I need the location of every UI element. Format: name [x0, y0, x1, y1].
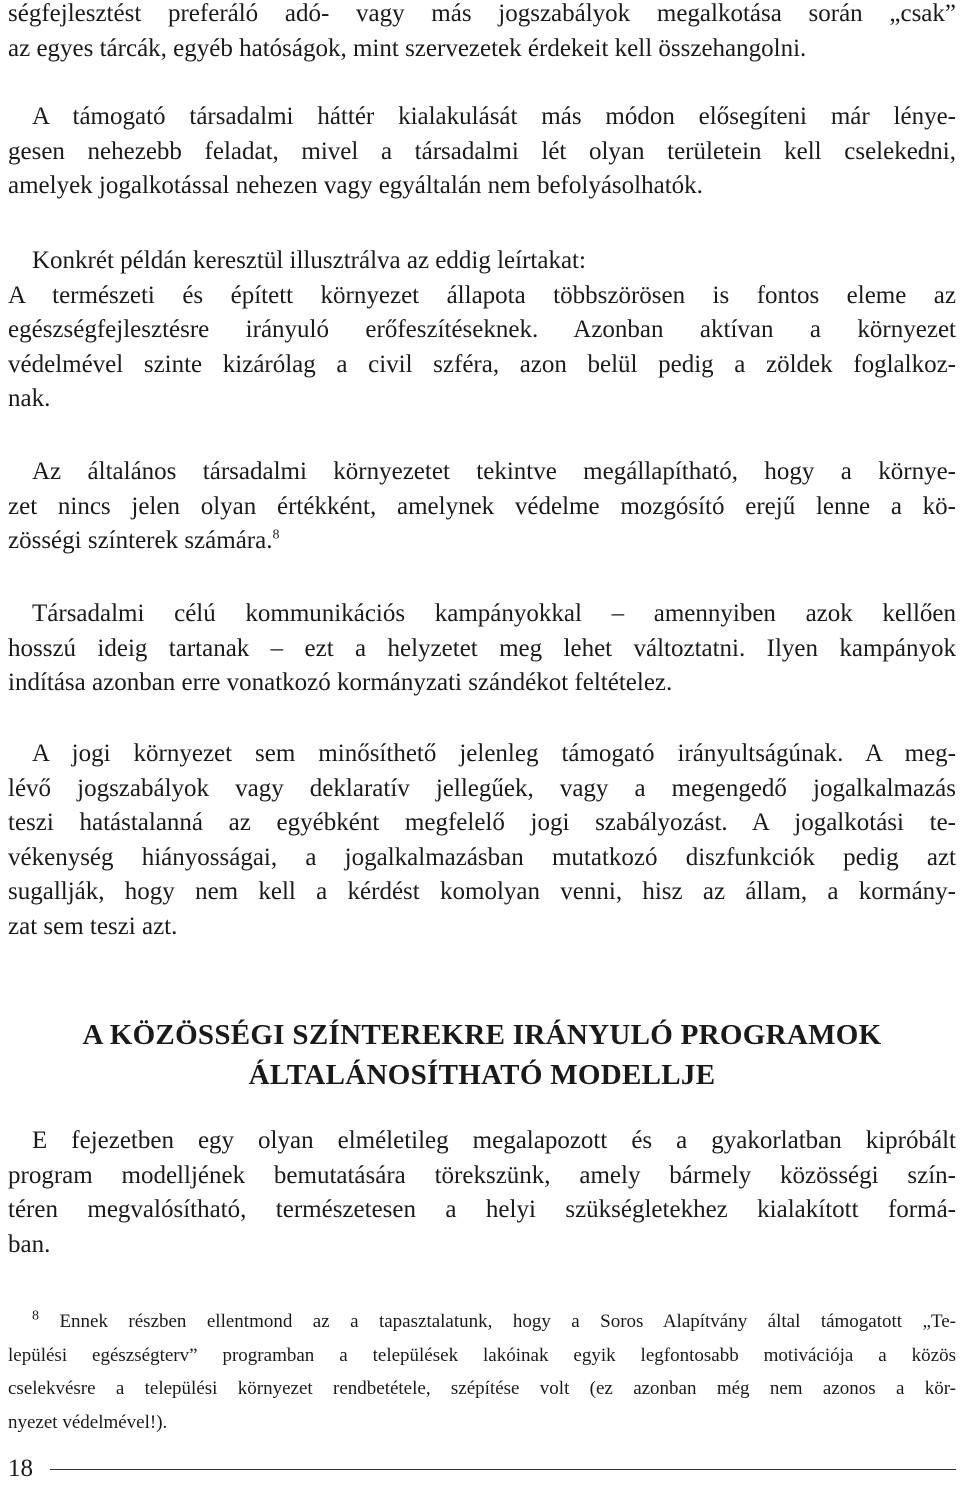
- footnote-line: nyezet védelmével!).: [8, 1411, 168, 1433]
- text-line: zet nincs jelen olyan értékként, amelynek védelme mozgósító erejű lenne a kö-: [8, 492, 956, 520]
- footnote-line: cselekvésre a települési környezet rendbetétele, szépítése volt (ez azonban még nem azonos a kör-: [8, 1378, 956, 1399]
- footnote-line: lepülési egészségterv” programban a települések lakóinak egyik legfontosabb motivációja a közös: [8, 1344, 956, 1366]
- text-line: E fejezetben egy olyan elméletileg megalapozott és a gyakorlatban kipróbált: [32, 1127, 956, 1154]
- text-line: program modelljének bemutatására törekszünk, amely bármely közösségi szín-: [8, 1161, 956, 1189]
- text-line: ban.: [8, 1230, 51, 1258]
- text-line: A támogató társadalmi háttér kialakulását más módon elősegíteni már lénye-: [32, 103, 956, 130]
- section-heading: [8, 1015, 956, 1095]
- page-number: 18: [8, 1455, 33, 1482]
- text-line: egészségfejlesztésre irányuló erőfeszítéseknek. Azonban aktívan a környezet: [8, 316, 956, 343]
- text-line: vékenység hiányosságai, a jogalkalmazásban mutatkozó diszfunkciók pedig azt: [8, 843, 956, 871]
- text-fragment: zösségi színterek számára.: [8, 527, 273, 554]
- paragraph-3: [8, 455, 956, 559]
- text-line: indítása azonban erre vonatkozó kormányzati szándékot feltételez.: [8, 669, 673, 696]
- text-line: A jogi környezet sem minősíthető jelenleg támogató irányultságúnak. A meg-: [32, 740, 956, 767]
- text-line: nak.: [8, 385, 51, 412]
- heading-line: ÁLTALÁNOSÍTHATÓ MODELLJE: [248, 1059, 716, 1091]
- text-line: [8, 524, 956, 559]
- text-line: zat sem teszi azt.: [8, 912, 178, 940]
- paragraph-5: [8, 737, 956, 944]
- paragraph-4: [8, 597, 956, 701]
- paragraph-6: [8, 1124, 956, 1262]
- text-line: teszi hatástalanná az egyébként megfelelő jogi szabályozást. A jogalkotási te-: [8, 809, 956, 836]
- paragraph-0: [8, 0, 956, 66]
- text-line: hosszú ideig tartanak – ezt a helyzetet meg lehet változtatni. Ilyen kampányok: [8, 634, 956, 662]
- footer-divider: [50, 1469, 956, 1470]
- text-line: téren megvalósítható, természetesen a helyi szükségletekhez kialakított formá-: [8, 1196, 956, 1223]
- text-line: védelmével szinte kizárólag a civil szféra, azon belül pedig a zöldek foglalkoz-: [8, 350, 956, 378]
- text-line: lévő jogszabályok vagy deklaratív jellegűek, vagy a megengedő jogalkalmazás: [8, 774, 956, 802]
- text-line: az egyes tárcák, egyéb hatóságok, mint szervezetek érdekeit kell összehangolni.: [8, 34, 807, 62]
- text-line: ségfejlesztést preferáló adó- vagy más jogszabályok megalkotása során „csak”: [8, 0, 956, 27]
- text-line: gesen nehezebb feladat, mivel a társadalmi lét olyan területein kell cselekedni,: [8, 137, 956, 165]
- text-line: A természeti és épített környezet állapota többszörösen is fontos eleme az: [8, 281, 956, 309]
- text-line: Társadalmi célú kommunikációs kampányokkal – amennyiben azok kellően: [32, 600, 956, 627]
- text-line: amelyek jogalkotással nehezen vagy egyáltalán nem befolyásolhatók.: [8, 172, 703, 199]
- text-line: Konkrét példán keresztül illusztrálva az eddig leírtakat:: [32, 247, 586, 274]
- paragraph-2: [8, 244, 956, 417]
- heading-line: A KÖZÖSSÉGI SZÍNTEREKRE IRÁNYULÓ PROGRAMOK: [82, 1019, 882, 1051]
- footnote-marker: 8: [32, 1308, 39, 1324]
- text-line: Az általános társadalmi környezetet tekintve megállapítható, hogy a környe-: [32, 458, 956, 485]
- footnote-text: Ennek részben ellentmond az a tapasztalatunk, hogy a Soros Alapítvány által támogatott „Te-: [59, 1311, 956, 1332]
- text-line: sugallják, hogy nem kell a kérdést komolyan venni, hisz az állam, a kormány-: [8, 878, 956, 905]
- footnote-reference[interactable]: 8: [272, 527, 280, 543]
- footnote-line: [8, 1305, 956, 1339]
- footnote: [8, 1305, 956, 1439]
- paragraph-1: [8, 100, 956, 204]
